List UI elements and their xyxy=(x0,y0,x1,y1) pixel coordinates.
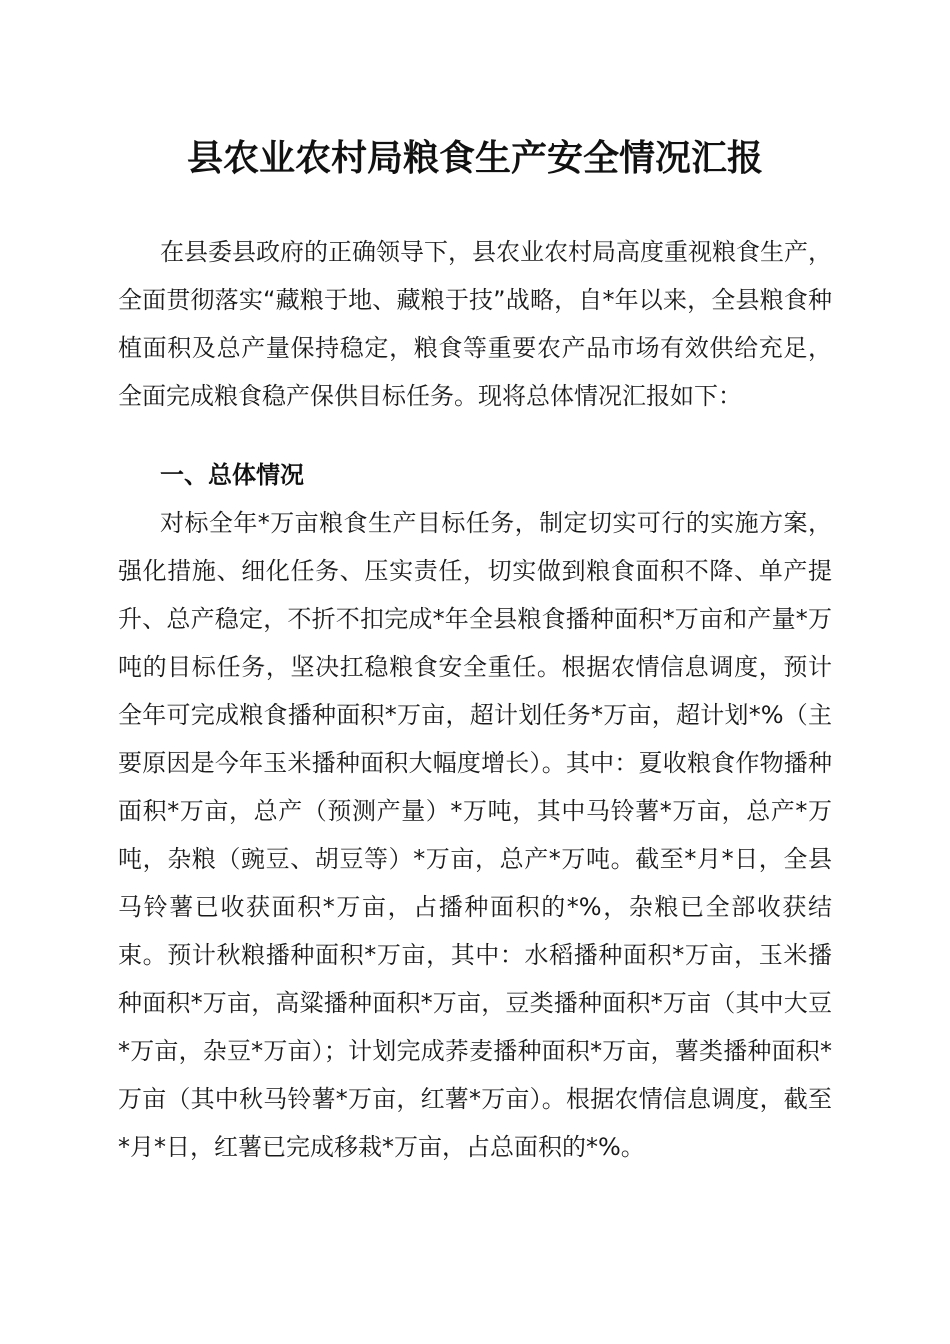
intro-paragraph: 在县委县政府的正确领导下，县农业农村局高度重视粮食生产，全面贯彻落实“藏粮于地、藏粮于技”战略，自*年以来，全县粮食种植面积及总产量保持稳定，粮食等重要农产品市场有效供给充足，全面完成粮食稳产保供目标任务。现将总体情况汇报如下： xyxy=(118,238,832,410)
document-title: 县农业农村局粮食生产安全情况汇报 xyxy=(186,137,763,179)
section-heading-overall: 一、总体情况 xyxy=(160,461,304,489)
section-paragraph-overall: 对标全年*万亩粮食生产目标任务，制定切实可行的实施方案，强化措施、细化任务、压实责任，切实做到粮食面积不降、单产提升、总产稳定，不折不扣完成*年全县粮食播种面积*万亩和产量*万吨的目标任务，坚决扛稳粮食安全重任。根据农情信息调度，预计全年可完成粮食播种面积*万亩，超计划任务*万亩，超计划*%（主要原因是今年玉米播种面积大幅度增长）。其中：夏收粮食作物播种面积*万亩，总产（预测产量）*万吨，其中马铃薯*万亩，总产*万吨，杂粮（豌豆、胡豆等）*万亩，总产*万吨。截至*月*日，全县马铃薯已收获面积*万亩，占播种面积的*%，杂粮已全部收获结束。预计秋粮播种面积*万亩，其中：水稻播种面积*万亩，玉米播种面积*万亩，高粱播种面积*万亩，豆类播种面积*万亩（其中大豆*万亩，杂豆*万亩）；计划完成荞麦播种面积*万亩，薯类播种面积*万亩（其中秋马铃薯*万亩，红薯*万亩）。根据农情信息调度，截至*月*日，红薯已完成移栽*万亩，占总面积的*%。 xyxy=(118,509,832,1161)
